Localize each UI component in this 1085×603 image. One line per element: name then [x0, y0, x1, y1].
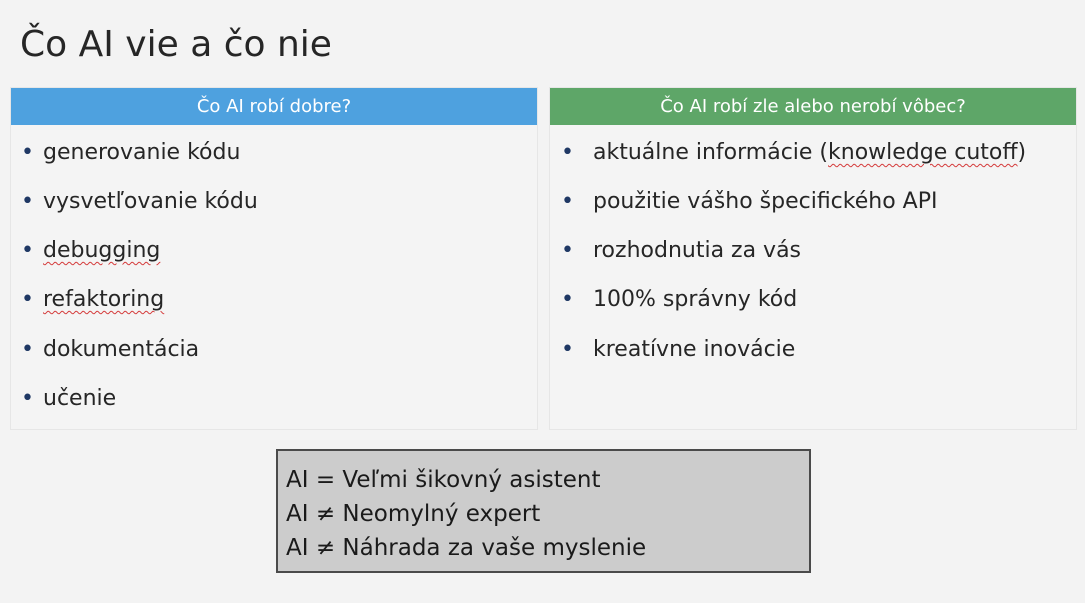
item-text: dokumentácia: [43, 337, 200, 362]
bullet-icon: •: [21, 386, 34, 411]
summary-line: AI = Veľmi šikovný asistent: [286, 467, 601, 493]
strengths-panel: [10, 87, 538, 430]
bullet-icon: •: [561, 238, 574, 263]
bullet-icon: •: [21, 189, 34, 214]
bullet-icon: •: [21, 238, 34, 263]
item-text: debugging: [43, 238, 161, 263]
item-text: kreatívne inovácie: [593, 337, 796, 362]
summary-line: AI ≠ Neomylný expert: [286, 501, 541, 527]
strengths-header: Čo AI robí dobre?: [11, 88, 537, 125]
item-text: učenie: [43, 386, 117, 411]
bullet-icon: •: [561, 189, 574, 214]
bullet-icon: •: [561, 337, 574, 362]
bullet-icon: •: [21, 140, 34, 165]
bullet-icon: •: [561, 140, 574, 165]
item-text: rozhodnutia za vás: [593, 238, 802, 263]
weaknesses-panel: [549, 87, 1077, 430]
item-text: 100% správny kód: [593, 287, 798, 312]
bullet-icon: •: [21, 287, 34, 312]
item-text: refaktoring: [43, 287, 165, 312]
item-text: použitie vášho špecifického API: [593, 189, 938, 214]
item-text: vysvetľovanie kódu: [43, 189, 258, 214]
weaknesses-header: Čo AI robí zle alebo nerobí vôbec?: [550, 88, 1076, 125]
bullet-icon: •: [21, 337, 34, 362]
summary-line: AI ≠ Náhrada za vaše myslenie: [286, 535, 647, 561]
summary-box: [276, 449, 811, 573]
item-text: aktuálne informácie (knowledge cutoff): [593, 140, 1027, 165]
slide-title: Čo AI vie a čo nie: [20, 24, 332, 65]
bullet-icon: •: [561, 287, 574, 312]
item-text: generovanie kódu: [43, 140, 241, 165]
